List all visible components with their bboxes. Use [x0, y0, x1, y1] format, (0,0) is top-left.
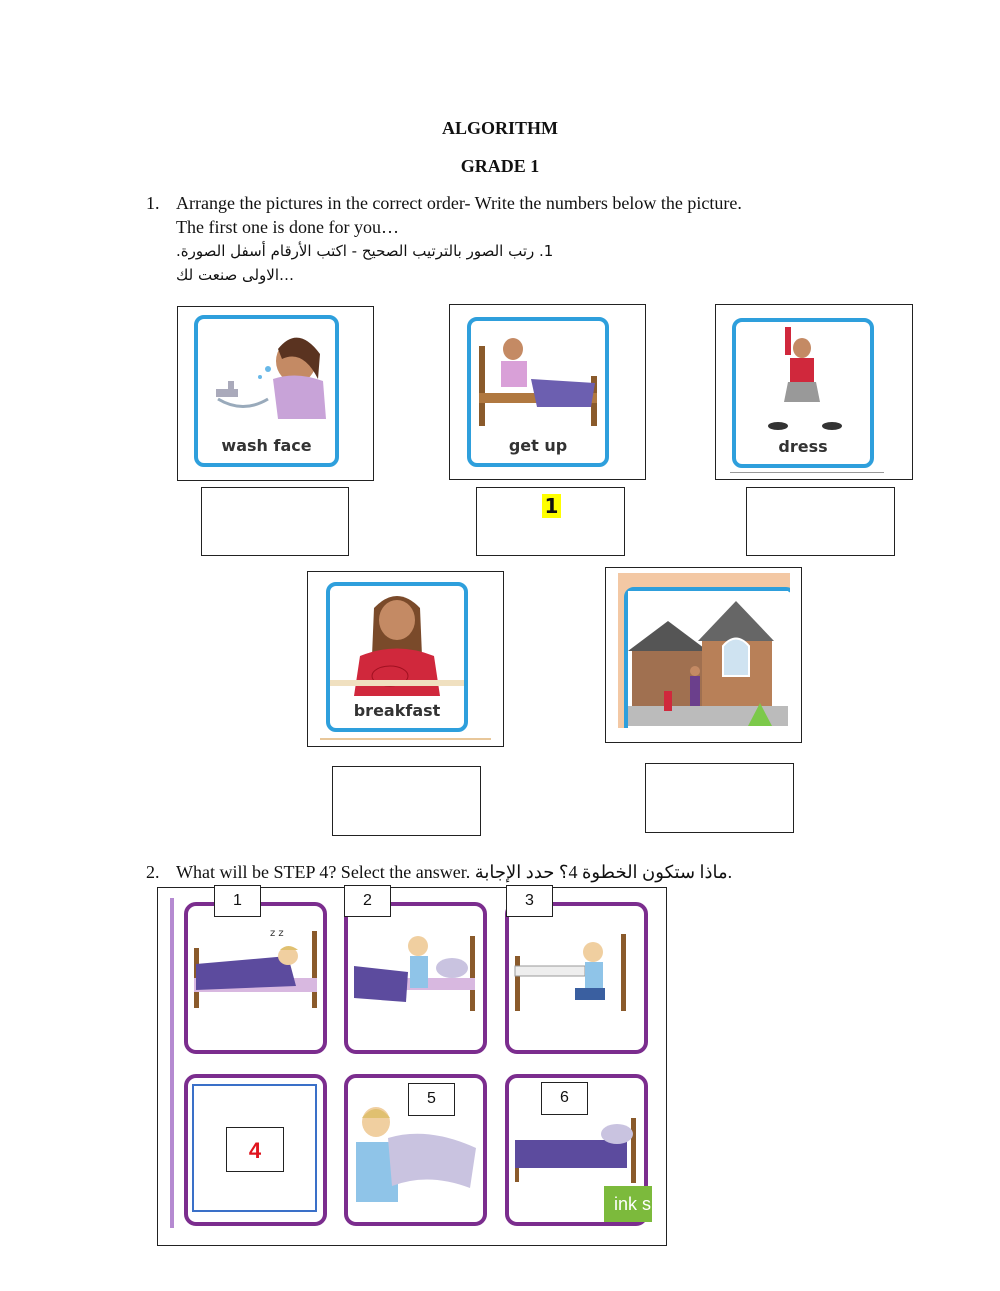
answer-value: 1 — [542, 494, 562, 518]
answer-box-school[interactable] — [645, 763, 794, 833]
svg-text:z z: z z — [270, 928, 284, 939]
picture-card-dress — [715, 304, 913, 480]
check-button[interactable]: ink s — [604, 1186, 652, 1222]
picture-card-breakfast — [307, 571, 504, 747]
option-number-5[interactable]: 5 — [408, 1083, 455, 1116]
answer-box-dress[interactable] — [746, 487, 895, 556]
question2-number: 2. — [146, 862, 160, 882]
card-label: dress — [778, 437, 828, 456]
step-card-sleeping — [184, 902, 327, 1054]
wash-face-illustration — [198, 319, 335, 429]
question1-hint: The first one is done for you… — [176, 217, 399, 237]
picture-card-get-up — [449, 304, 646, 480]
page-title: ALGORITHM — [441, 118, 558, 138]
answer-box-breakfast[interactable] — [332, 766, 481, 836]
kneeling-illustration — [509, 906, 644, 1050]
school-illustration — [618, 573, 790, 728]
picture-card-school — [605, 567, 802, 743]
answer-box-get-up[interactable] — [476, 487, 625, 556]
card-label: get up — [508, 436, 568, 455]
answer-box-wash-face[interactable] — [201, 487, 349, 556]
card-label: wash face — [221, 436, 312, 455]
step-card-sitting-up — [344, 902, 487, 1054]
dress-illustration — [736, 322, 870, 432]
step-4-answer-box[interactable]: 4 — [226, 1127, 284, 1172]
sitting-up-illustration — [348, 906, 483, 1050]
grade-label: GRADE 1 — [460, 156, 540, 176]
step-number-1: 1 — [214, 885, 261, 917]
option-number-6[interactable]: 6 — [541, 1082, 588, 1115]
step-card-kneeling — [505, 902, 648, 1054]
step-number-2: 2 — [344, 885, 391, 917]
step-number-3: 3 — [506, 885, 553, 917]
sleeping-illustration — [188, 906, 323, 1050]
picture-card-wash-face — [177, 306, 374, 481]
question1-number: 1. — [146, 193, 160, 213]
question1-arabic-instruction: 1. رتب الصور بالترتيب الصحيح - اكتب الأرقام أسفل الصورة. — [176, 242, 554, 260]
card-label: breakfast — [353, 701, 441, 720]
question1-instruction: Arrange the pictures in the correct order- Write the numbers below the picture. — [176, 193, 742, 213]
get-up-illustration — [471, 321, 605, 431]
question1-arabic-hint: الاولى صنعت لك… — [176, 266, 295, 284]
breakfast-illustration — [330, 586, 464, 696]
step-card-answer-slot — [184, 1074, 327, 1226]
step-grid — [157, 887, 667, 1246]
question2-instruction: What will be STEP 4? Select the answer. ماذا ستكون الخطوة 4؟ حدد الإجابة. — [176, 862, 733, 882]
